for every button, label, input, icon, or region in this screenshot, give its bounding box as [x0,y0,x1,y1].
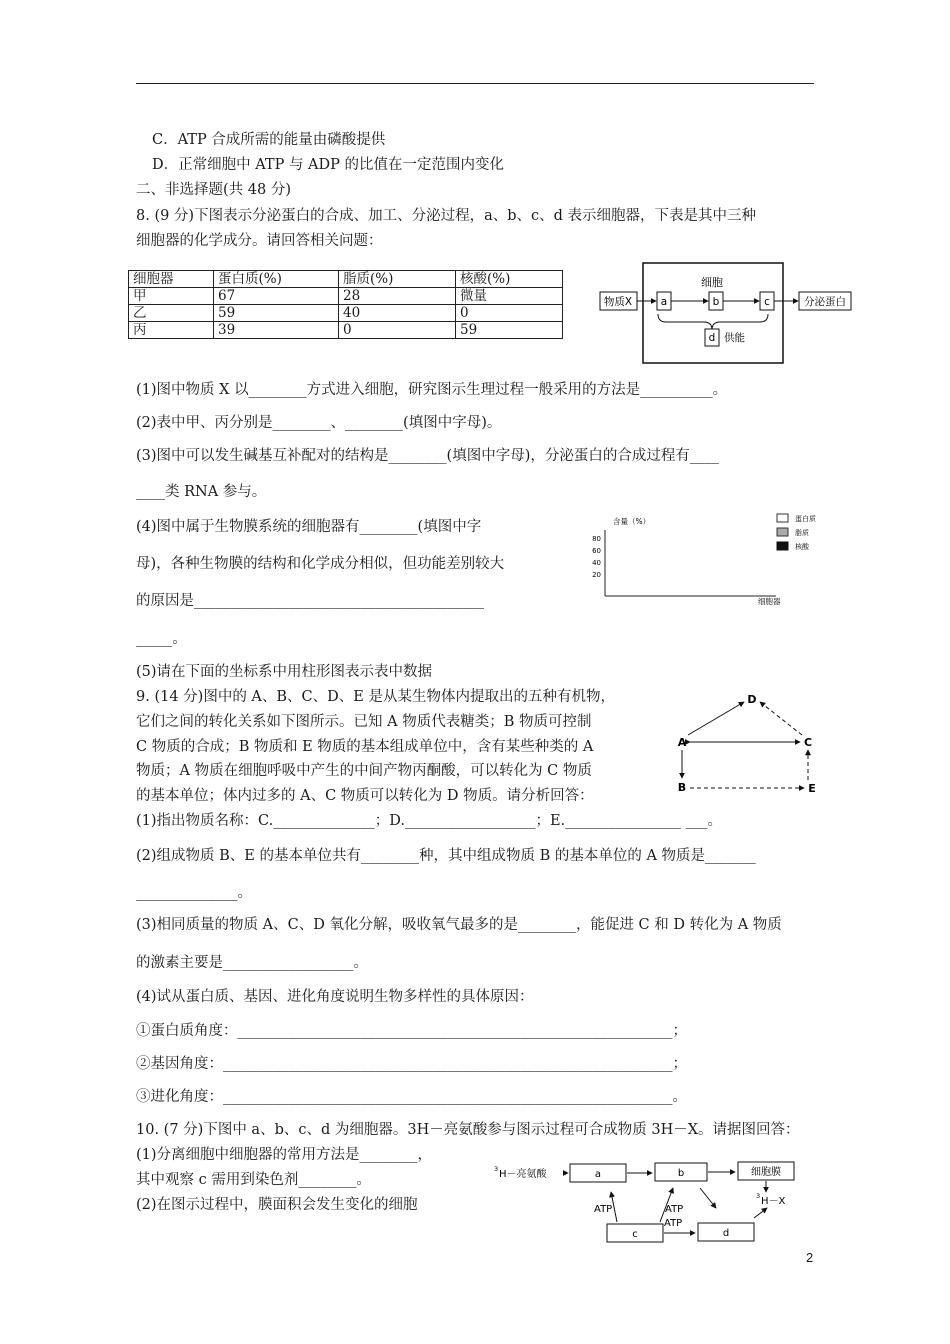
legend-label-lipid: 脂质 [795,529,809,537]
q8-intro-line1: 8. (9 分)下图表示分泌蛋白的合成、加工、分泌过程，a、b、c、d 表示细胞器，下表是其中三种 [136,208,757,224]
table-cell: 0 [456,305,563,322]
q9-part2-line1: (2)组成物质 B、E 的基本单位共有________种，其中组成物质 B 的基本单位的 A 物质是_______ [136,848,756,864]
q9-intro-line2: 它们之间的转化关系如下图所示。已知 A 物质代表糖类；B 物质可控制 [136,714,592,730]
product-superscript: 3 [756,1192,761,1200]
organelle-d-label: d [708,332,716,344]
node-b-label: B [677,781,687,794]
energy-brace [658,314,768,330]
q8-part2: (2)表中甲、丙分别是________、________(填图中字母)。 [136,415,502,431]
q9-intro-line3: C 物质的合成；B 物质和 E 物质的基本组成单位中，含有某些种类的 A [136,739,594,755]
table-header-row [129,271,563,288]
organelle-a-label: a [594,1169,602,1180]
table-cell: 细胞器 [129,271,214,288]
legend-label-protein: 蛋白质 [795,515,816,523]
arrow-d-to-membrane [754,1208,767,1218]
arrow-b-to-d [700,1188,716,1208]
arrow-c-to-d [760,702,802,735]
q8-part4-line2: 母)，各种生物膜的结构和化学成分相似，但功能差别较大 [136,556,505,572]
atp-label: ATP [665,1204,684,1215]
table-cell: 39 [214,322,339,339]
blank-bar-chart-axes [588,508,838,608]
organelle-composition-table [128,270,563,339]
q9-intro-line4: 物质；A 物质在细胞呼吸中产生的中间产物丙酮酸，可以转化为 C 物质 [136,763,592,779]
table-cell: 甲 [129,288,214,305]
q9-evolution-angle: ③进化角度：______________________________________________________________。 [136,1089,687,1105]
legend-label-nucleic-acid: 核酸 [795,543,809,551]
cell-label: 细胞 [701,276,723,289]
leucine-pathway-diagram [490,1158,812,1244]
product-label: H－X [761,1196,786,1207]
q9-intro-line1: 9. (14 分)图中的 A、B、C、D、E 是从某生物体内提取出的五种有机物， [136,689,615,705]
node-e-label: E [808,782,816,795]
chart-tick-label: 80 [592,535,601,543]
q8-part5: (5)请在下面的坐标系中用柱形图表示表中数据 [136,664,433,680]
table-cell: 59 [214,305,339,322]
q8-intro-line2: 细胞器的化学成分。请回答相关问题： [136,233,383,249]
substance-x-label: 物质X [603,296,633,308]
page-number: 2 [806,1250,814,1265]
atp-label: ATP [664,1218,683,1229]
chart-tick-label: 20 [592,571,601,579]
organelle-b-label: b [712,296,720,308]
q8-part1: (1)图中物质 X 以________方式进入细胞，研究图示生理过程一般采用的方法是__________。 [136,382,728,398]
organelle-a-label: a [660,296,668,308]
legend-swatch-lipid [777,528,788,536]
q9-part4: (4)试从蛋白质、基因、进化角度说明生物多样性的具体原因： [136,989,534,1005]
leucine-label: H－亮氨酸 [499,1169,547,1180]
q8-part4-line4: _____。 [136,631,187,647]
chart-y-label: 含量（%） [613,517,651,526]
atp-label: ATP [594,1204,613,1215]
table-cell: 核酸(%) [456,271,563,288]
q10-part1-line2: 其中观察 c 需用到染色剂________。 [136,1172,371,1188]
chart-tick-label: 60 [592,547,601,555]
header-rule [136,83,814,84]
organelle-b-label: b [677,1168,685,1179]
q9-gene-angle: ②基因角度：______________________________________________________________； [136,1056,687,1072]
q9-protein-angle: ①蛋白质角度：____________________________________________________________； [136,1023,687,1039]
organelle-c-label: c [764,296,770,308]
q8-part3-line2: ____类 RNA 参与。 [136,484,267,500]
cell-membrane-label: 细胞膜 [751,1167,781,1178]
q8-part3-line1: (3)图中可以发生碱基互补配对的结构是________(填图中字母)，分泌蛋白的合成过程有____ [136,448,719,464]
table-cell: 丙 [129,322,214,339]
option-c: C．ATP 合成所需的能量由磷酸提供 [152,132,386,148]
table-cell: 0 [339,322,456,339]
q9-part3-line1: (3)相同质量的物质 A、C、D 氧化分解，吸收氧气最多的是________，能促进 C 和 D 转化为 A 物质 [136,917,782,933]
secretory-pathway-diagram [598,260,854,366]
legend-swatch-protein [777,514,788,522]
table-cell: 微量 [456,288,563,305]
chart-x-label: 细胞器 [758,597,781,606]
node-d-label: D [747,693,757,706]
table-cell: 脂质(%) [339,271,456,288]
q8-part4-line1: (4)图中属于生物膜系统的细胞器有________(填图中字 [136,519,482,535]
table-cell: 67 [214,288,339,305]
node-c-label: C [803,736,813,749]
legend-swatch-nucleic-acid [777,542,788,550]
energy-supply-label: 供能 [724,332,745,344]
node-a-label: A [677,736,687,749]
table-cell: 28 [339,288,456,305]
q10-part2-line1: (2)在图示过程中，膜面积会发生变化的细胞 [136,1197,418,1213]
leucine-superscript: 3 [494,1165,499,1173]
organic-substance-conversion-diagram [670,688,826,798]
table-cell: 40 [339,305,456,322]
q9-intro-line5: 的基本单位；体内过多的 A、C 物质可以转化为 D 物质。请分析回答： [136,788,594,804]
organelle-c-label: c [632,1229,638,1240]
q10-intro: 10. (7 分)下图中 a、b、c、d 为细胞器。3H－亮氨酸参与图示过程可合成物质 3H－X。请据图回答： [136,1122,800,1138]
organelle-d-label: d [722,1228,730,1239]
arrow-a-to-d [688,702,744,735]
secreted-protein-label: 分泌蛋白 [804,296,846,308]
section-heading: 二、非选择题(共 48 分) [136,182,291,198]
chart-tick-label: 40 [592,559,601,567]
option-d: D．正常细胞中 ATP 与 ADP 的比值在一定范围内变化 [152,157,505,173]
table-cell: 乙 [129,305,214,322]
q10-part1-line1: (1)分离细胞中细胞器的常用方法是________， [136,1147,433,1163]
table-row [129,288,563,305]
table-row [129,305,563,322]
table-cell: 59 [456,322,563,339]
q9-part1: (1)指出物质名称：C.______________；D.__________________；E.________________ ___。 [136,813,722,829]
q8-part4-line3: 的原因是________________________________________ [136,593,484,609]
table-row [129,322,563,339]
q9-part2-line2: ______________。 [136,885,252,901]
q9-part3-line2: 的激素主要是__________________。 [136,955,368,971]
table-cell: 蛋白质(%) [214,271,339,288]
